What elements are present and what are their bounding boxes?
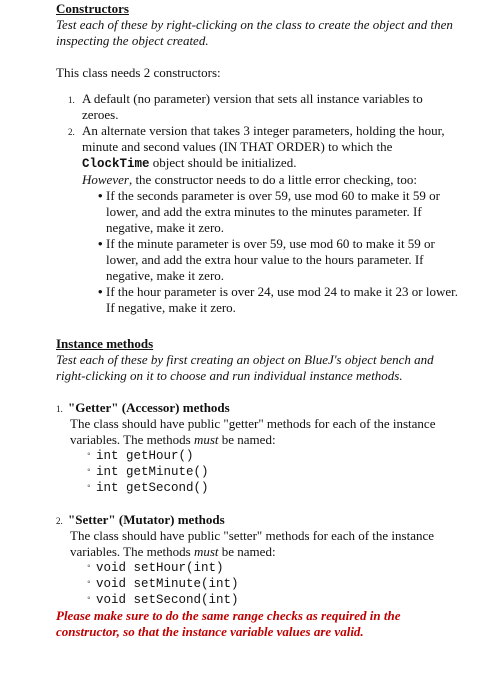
class-name-clocktime: ClockTime [82, 157, 150, 171]
constructor-item-default: 1. A default (no parameter) version that sets all instance variables to zeroes. [68, 91, 423, 122]
constructors-count: This class needs 2 constructors: [56, 65, 221, 80]
constructors-heading: Constructors [56, 1, 129, 16]
instance-methods-heading: Instance methods [56, 336, 154, 351]
method-set-second: ◦ void setSecond(int) [86, 592, 460, 608]
range-check-note: Please make sure to do the same range checks as required in the constructor, so that the instance variable values are valid. [56, 608, 401, 639]
check-seconds: • If the seconds parameter is over 59, use mod 60 to make it 59 or lower, and add the extra minutes to the minutes parameter. If negative, make it zero. [98, 188, 460, 236]
getter-method-list [56, 448, 460, 496]
setter-method-list [56, 560, 460, 608]
error-checking-intro: However, the constructor needs to do a little error checking, too: [82, 172, 418, 187]
method-get-hour: ◦ int getHour() [86, 448, 460, 464]
method-get-second: ◦ int getSecond() [86, 480, 460, 496]
setter-title: "Setter" (Mutator) methods [68, 512, 225, 527]
error-check-list [82, 188, 460, 316]
setter-section: 2. "Setter" (Mutator) methods The class should have public "setter" methods for each of the instance variables. The methods must be named: ◦ void setHour(int) ◦ void setMinute(int) ◦ void setSecond(int) Please make sure to do the same range checks as required in the constructor, so that the instance variable values are valid. [56, 512, 460, 640]
constructor-item-alternate: 2. An alternate version that takes 3 integer parameters, holding the hour, minute and second values (IN THAT ORDER) to which the ClockTime object should be initialized. However, the constructor needs to do a little error checking, too: • If the seconds parameter is over 59, use mod 60 to make it 59 or lower, and add the extra minutes to the minutes parameter. If negative, make it zero. • If the minute parameter is over 59, use mod 60 to make it 59 or lower, and add the extra hour value to the hours parameter. If negative, make it zero. • If the hour parameter is over 24, use mod 24 to make it 23 or lower. If negative, make it zero. [56, 123, 460, 316]
method-set-minute: ◦ void setMinute(int) [86, 576, 460, 592]
getter-section: 1. "Getter" (Accessor) methods The class should have public "getter" methods for each of the instance variables. The methods must be named: ◦ int getHour() ◦ int getMinute() ◦ int getSecond() [56, 400, 460, 496]
method-get-minute: ◦ int getMinute() [86, 464, 460, 480]
getter-description: The class should have public "getter" methods for each of the instance variables. The methods must be named: [70, 416, 436, 447]
instance-methods-intro: Test each of these by first creating an object on BlueJ's object bench and right-clicking on it to choose and run individual instance methods. [56, 352, 434, 383]
check-minutes: • If the minute parameter is over 59, use mod 60 to make it 59 or lower, and add the extra hour value to the hours parameter. If negative, make it zero. [98, 236, 460, 284]
constructors-intro: Test each of these by right-clicking on the class to create the object and then inspecting the object created. [56, 17, 453, 48]
getter-title: "Getter" (Accessor) methods [68, 400, 230, 415]
setter-description: The class should have public "setter" methods for each of the instance variables. The methods must be named: [70, 528, 435, 559]
method-set-hour: ◦ void setHour(int) [86, 560, 460, 576]
check-hours: • If the hour parameter is over 24, use mod 24 to make it 23 or lower. If negative, make it zero. [98, 284, 460, 316]
constructor-list [56, 91, 460, 316]
